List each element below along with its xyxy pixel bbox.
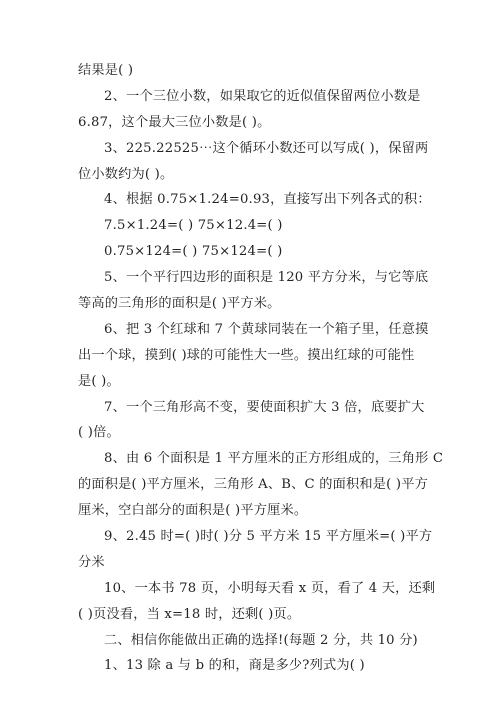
- text-line: 6.87，这个最大三位小数是( )。: [78, 114, 271, 130]
- text-line: 4、根据 0.75×1.24=0.93，直接写出下列各式的积：: [104, 192, 431, 208]
- text-line: 的面积是( )平方厘米，三角形 A、B、C 的面积和是( )平方: [78, 477, 428, 493]
- text-line: 出一个球，摸到( )球的可能性大一些。摸出红球的可能性: [78, 347, 415, 363]
- text-line: 是( )。: [78, 373, 120, 389]
- text-line: 9、2.45 时=( )时( )分 5 平方米 15 平方厘米=( )平方: [104, 529, 433, 545]
- text-line: 7、一个三角形高不变，要使面积扩大 3 倍，底要扩大: [104, 399, 425, 415]
- text-line: 0.75×124=( ) 75×124=( ): [104, 244, 283, 260]
- text-line: 位小数约为( )。: [78, 166, 174, 182]
- text-line: 1、13 除 a 与 b 的和，商是多少?列式为( ): [104, 658, 365, 674]
- text-line: 6、把 3 个红球和 7 个黄球同装在一个箱子里，任意摸: [104, 321, 429, 337]
- text-line: ( )页没看，当 x=18 时，还剩( )页。: [78, 606, 301, 622]
- text-line: 等高的三角形的面积是( )平方米。: [78, 296, 281, 312]
- text-line: 10、一本书 78 页，小明每天看 x 页，看了 4 天，还剩: [104, 580, 436, 596]
- text-line: 2、一个三位小数，如果取它的近似值保留两位小数是: [104, 88, 421, 104]
- text-line: 厘米，空白部分的面积是( )平方厘米。: [78, 503, 308, 519]
- document-body: [78, 58, 444, 679]
- text-line: 结果是( ): [78, 63, 134, 78]
- section-heading: 二、相信你能做出正确的选择!(每题 2 分，共 10 分): [104, 632, 418, 648]
- text-line: 5、一个平行四边形的面积是 120 平方分米，与它等底: [104, 270, 429, 286]
- text-line: ( )倍。: [78, 425, 120, 441]
- text-line: 8、由 6 个面积是 1 平方厘米的正方形组成的，三角形 C: [104, 451, 444, 467]
- text-line: 3、225.22525⋯这个循环小数还可以写成( )，保留两: [104, 140, 429, 156]
- text-line: 分米: [78, 554, 105, 570]
- text-line: 7.5×1.24=( ) 75×12.4=( ): [104, 218, 283, 234]
